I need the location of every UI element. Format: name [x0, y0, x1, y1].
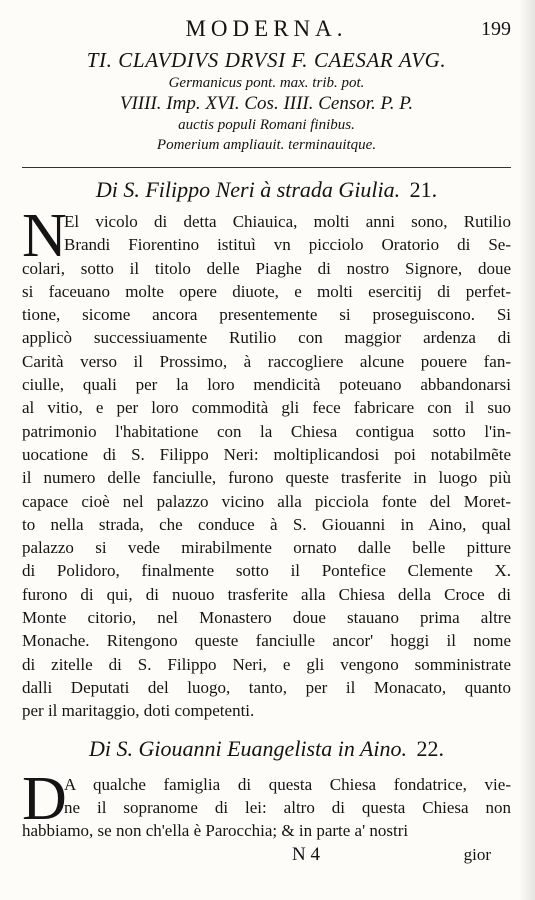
text-line: ciulle, quali per la loro mendicità poteuano abbandonarsi [22, 375, 511, 395]
page-footer [22, 842, 511, 868]
text-line: Carità verso il Prossimo, à raccogliere alcune pouere fan- [22, 351, 511, 371]
text-line: palazzo si vede mirabilmente ornato dalle belle pitture [22, 538, 511, 558]
paragraph [22, 202, 511, 723]
running-title: MODERNA. [185, 16, 348, 41]
inscription-line: TI. CLAVDIVS DRVSI F. CAESAR AVG. [86, 48, 447, 72]
page-number: 199 [481, 18, 511, 40]
text-line: Monte citorio, nel Monastero doue stauano prima altre [22, 608, 511, 628]
section-heading [22, 733, 511, 765]
inscription-line: VIIII. Imp. XVI. Cos. IIII. Censor. P. P. [119, 93, 414, 114]
section-body [22, 764, 511, 843]
text-line: A qualche famiglia di questa Chiesa fondatrice, vie- [64, 774, 511, 794]
text-line: di zitelle di S. Filippo Neri, e gli vengono somministrate [22, 654, 511, 674]
text-line: El vicolo di detta Chiauica, molti anni sono, Rutilio [64, 212, 511, 231]
text-line: Brandi Fiorentino istituì vn picciolo Oratorio di Se- [64, 235, 511, 255]
text-line: tione, sicome ancora presentemente si proseguiscono. Si [22, 305, 511, 325]
text-line: uocatione di S. Filippo Neri: moltiplicandosi poi notabilmẽte [22, 444, 511, 464]
section-number: 22. [416, 735, 444, 761]
section-heading [22, 174, 511, 206]
text-line: patrimonio l'habitatione con la Chiesa contigua sotto l'in- [22, 421, 511, 441]
text-line: ne il sopranome di lei: altro di questa Chiesa non [64, 797, 511, 817]
latin-inscription [22, 48, 511, 155]
section-title: Di S. Giouanni Euangelista in Aino. [89, 735, 407, 761]
text-line: capace cioè nel palazzo vicino alla picciola fonte del Moret- [22, 491, 511, 511]
text-line: furono di qui, di nuouo trasferite alla Chiesa della Croce di [22, 584, 511, 604]
inscription-line: Germanicus pont. max. trib. pot. [168, 75, 365, 91]
text-line: Monache. Ritengono queste fanciulle ancor' hoggi il nome [22, 631, 511, 651]
text-line: per il maritaggio, doti competenti. [22, 701, 255, 721]
text-line: il numero delle fanciulle, furono queste trasferite in luogo più [22, 468, 511, 488]
signature-mark: N 4 [292, 844, 320, 866]
section-title: Di S. Filippo Neri à strada Giulia. [95, 177, 401, 202]
text-line: di Polidoro, finalmente sotto il Pontefice Clemente X. [22, 561, 511, 581]
text-line: si faceuano molte opere diuote, e molti esercitij di perfet- [22, 281, 511, 301]
running-head [22, 14, 511, 44]
section-body [22, 202, 511, 723]
drop-cap: D [22, 764, 67, 833]
text-line: applicò successiuamente Rutilio con maggior ardenza di [22, 328, 511, 348]
text-line: colari, sotto il titolo delle Piaghe di nostro Signore, doue [22, 258, 511, 278]
text-line: dalli Deputati del luogo, tanto, per il Monacato, quanto [22, 677, 511, 697]
catchword: gior [463, 845, 491, 865]
horizontal-rule [22, 167, 511, 168]
page-edge-shadow [519, 0, 535, 900]
drop-cap: N [22, 202, 67, 270]
inscription-line: auctis populi Romani finibus. [178, 117, 355, 133]
text-line: habbiamo, se non ch'ella è Parocchia; & in parte a' nostri [22, 821, 409, 841]
text-line: to nella strada, che conduce à S. Giouanni in Aino, qual [22, 514, 511, 534]
inscription-line: Pomerium ampliauit. terminauitque. [156, 137, 377, 153]
section-number: 21. [409, 177, 438, 202]
paragraph [22, 764, 511, 843]
text-line: al vitio, e per loro commodità gli fece fabricare con il suo [22, 398, 511, 418]
